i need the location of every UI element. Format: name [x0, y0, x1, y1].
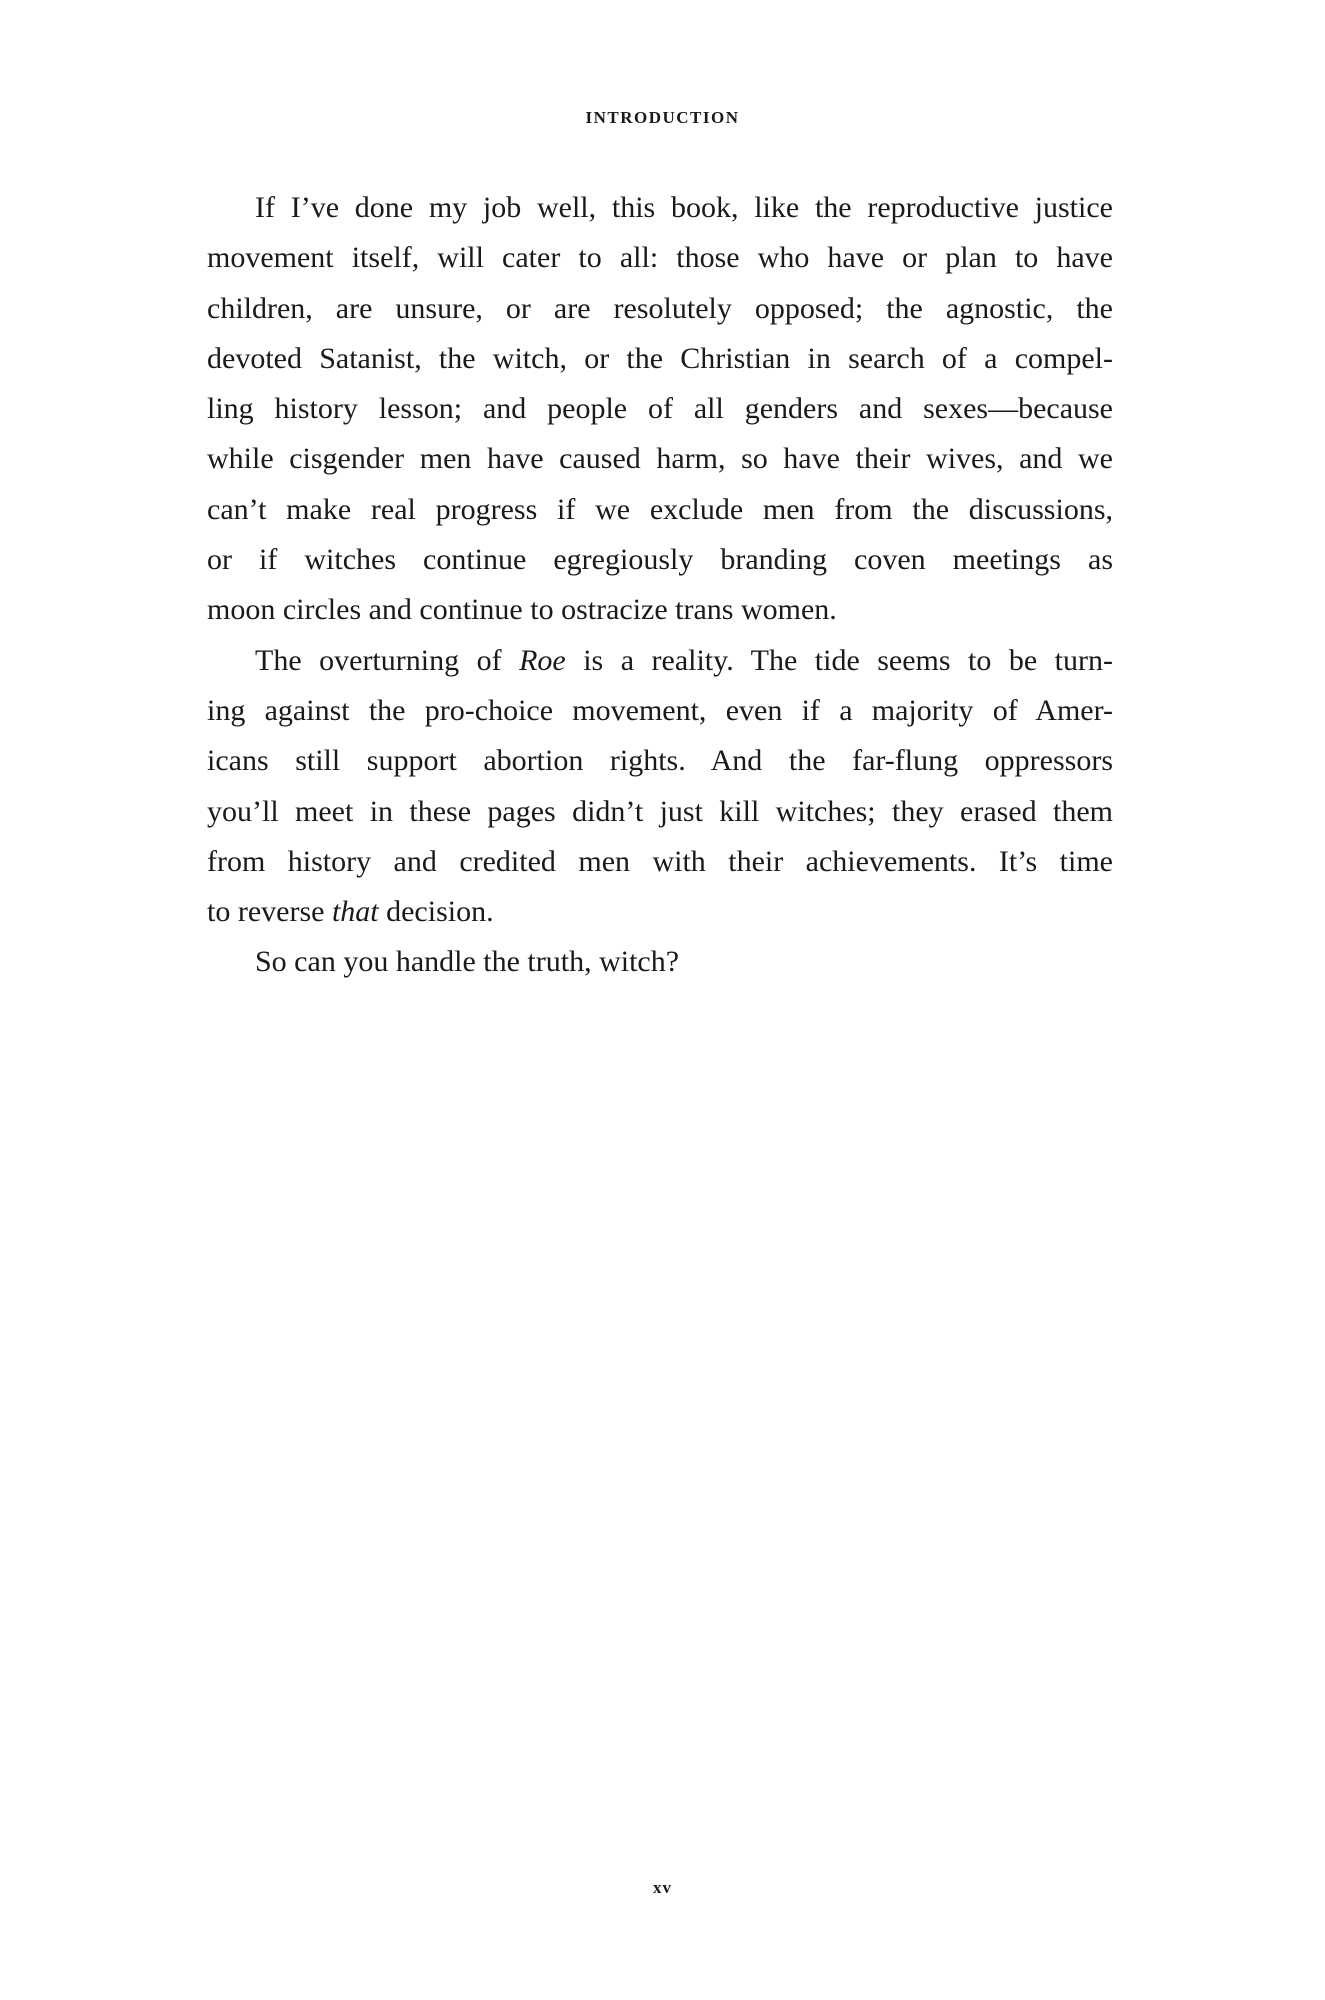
text-line: [207, 183, 1113, 233]
text-line: [207, 887, 1113, 937]
text-run: children, are unsure, or are resolutely opposed; the agnostic, the: [207, 291, 1113, 325]
text-line: [207, 736, 1113, 786]
text-run: ing against the pro-choice movement, even if a majority of Amer-: [207, 693, 1113, 727]
paragraph: [207, 937, 1113, 987]
text-line: [207, 334, 1113, 384]
text-run: can’t make real progress if we exclude men from the discussions,: [207, 492, 1113, 526]
text-line: [207, 434, 1113, 484]
text-line: [207, 585, 1113, 635]
text-run: while cisgender men have caused harm, so have their wives, and we: [207, 442, 1113, 476]
text-line: [207, 787, 1113, 837]
text-line: [207, 636, 1113, 686]
text-run: If I’ve done my job well, this book, like the reproductive justice: [255, 191, 1113, 224]
text-line: [207, 686, 1113, 736]
text-run: moon circles and continue to ostracize trans women.: [207, 593, 837, 627]
text-line: [207, 233, 1113, 283]
text-run: decision.: [378, 895, 494, 929]
text-line: [207, 485, 1113, 535]
text-line: [207, 937, 1113, 987]
paragraph: [207, 636, 1113, 938]
text-run: or if witches continue egregiously branding coven meetings as: [207, 543, 1113, 577]
italic-text: that: [331, 895, 379, 929]
italic-text: Roe: [519, 643, 566, 677]
text-line: [207, 384, 1113, 434]
text-run: is a reality. The tide seems to be turn-: [565, 643, 1113, 677]
text-run: you’ll meet in these pages didn’t just kill witches; they erased them: [207, 794, 1113, 828]
text-run: from history and credited men with their achievements. It’s time: [207, 844, 1113, 878]
running-head: INTRODUCTION: [585, 108, 740, 127]
text-run: The overturning of: [255, 643, 520, 677]
text-run: movement itself, will cater to all: those who have or plan to have: [207, 241, 1113, 275]
paragraph: [207, 183, 1113, 636]
text-line: [207, 837, 1113, 887]
body-text: [207, 183, 1113, 988]
text-run: So can you handle the truth, witch?: [255, 945, 680, 979]
text-line: [207, 284, 1113, 334]
text-run: to reverse: [207, 895, 332, 929]
page-number: xv: [653, 1878, 672, 1897]
text-run: icans still support abortion rights. And the far-flung oppressors: [207, 744, 1113, 778]
text-line: [207, 535, 1113, 585]
text-run: ling history lesson; and people of all genders and sexes—because: [207, 392, 1113, 426]
text-run: devoted Satanist, the witch, or the Christian in search of a compel-: [207, 341, 1113, 375]
